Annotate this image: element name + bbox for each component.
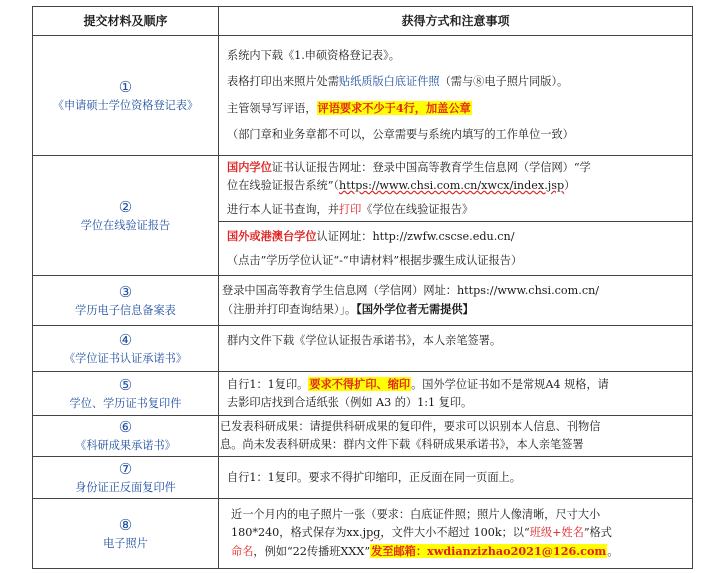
notes-cell (219, 36, 693, 156)
highlight-text: 贴纸质版白底证件照 (338, 75, 440, 88)
material-cell (33, 156, 219, 276)
material-name: 《学位证书认证承诺书》 (63, 351, 188, 365)
note-line: 国内学位证书认证报告网址：登录中国高等教育学生信息网（学信网）“学 (227, 160, 591, 174)
notes-cell (219, 416, 693, 457)
header-materials-order: 提交材料及顺序 (33, 7, 219, 36)
note-line: 进行本人证书查询，并打印《学位在线验证报告》 (227, 203, 474, 216)
notes-cell (219, 326, 693, 372)
highlight-text: 打印 (338, 203, 362, 216)
item-number: ④ (118, 330, 133, 349)
highlight-text: 要求不得扩印、缩印 (309, 377, 411, 391)
material-cell (33, 372, 219, 416)
material-cell (33, 416, 219, 457)
material-cell (33, 326, 219, 372)
material-name: 学历电子信息备案表 (75, 303, 176, 317)
materials-table (32, 6, 693, 569)
note-line: 去影印店找到合适纸张（例如 A3 的）1:1 复印。 (227, 396, 473, 409)
highlight-text: 评语要求不少于4行，加盖公章 (317, 101, 471, 115)
item-number: ① (118, 77, 133, 96)
highlight-text: 国外或港澳台学位 (227, 229, 317, 243)
material-name: 《申请硕士学位资格登记表》 (52, 98, 199, 112)
notes-cell (219, 276, 693, 326)
table-row (33, 156, 693, 222)
material-cell (33, 457, 219, 499)
notes-cell (219, 372, 693, 416)
table-row (33, 372, 693, 416)
note-line: （部门章和业务章都不可以，公章需要与系统内填写的工作单位一致） (227, 128, 574, 141)
note-line: （点击”学历学位认证“-“申请材料”根据步骤生成认证报告） (227, 254, 523, 267)
note-line: 位在线验证报告系统”（https://www.chsi.com.cn/xwcx/index.jsp） (227, 179, 576, 192)
note-line: 近一个月内的电子照片一张（要求：白底证件照；照片人像清晰，尺寸大小 (231, 508, 601, 521)
note-line: 登录中国高等教育学生信息网（学信网）网址：https://www.chsi.com.cn/ (222, 284, 600, 297)
note-line: 主管领导写评语，评语要求不少于4行，加盖公章 (227, 101, 471, 115)
url-text: https://www.chsi.com.cn/xwcx/index.jsp (339, 179, 565, 192)
item-number: ⑥ (118, 418, 133, 436)
item-number: ⑦ (118, 459, 133, 478)
notes-cell (219, 156, 693, 222)
email-highlight: 发至邮箱：xwdianzizhao2021@126.com (371, 544, 607, 558)
material-name: 《科研成果承诺书》 (75, 439, 176, 452)
material-cell (33, 36, 219, 156)
note-line: 系统内下载《1.申硕资格登记表》。 (227, 49, 400, 62)
material-name: 学位在线验证报告 (80, 218, 171, 232)
header-row (33, 7, 693, 36)
note-line: 自行1：1复印。要求不得扩印缩印，正反面在同一页面上。 (227, 470, 521, 484)
material-cell (33, 276, 219, 326)
note-line: 自行1：1复印。要求不得扩印、缩印。国外学位证书如不是常规A4 规格，请 (227, 377, 609, 391)
item-number: ② (118, 197, 133, 216)
notes-cell (219, 499, 693, 569)
notes-cell (219, 457, 693, 499)
note-line: 群内文件下载《学位认证报告承诺书》，本人亲笔签署。 (227, 334, 502, 347)
material-name: 学位、学历证书复印件 (69, 396, 182, 410)
header-method-notes: 获得方式和注意事项 (219, 7, 693, 36)
note-line: 已发表科研成果：请提供科研成果的复印件，要求可以识别本人信息、刊物信 (220, 420, 601, 433)
table-row (33, 326, 693, 372)
note-line: 180*240，格式保存为xx.jpg，文件大小不超过 100k；以“班级+姓名”格式 (231, 526, 612, 539)
highlight-text: 班级+姓名 (529, 526, 584, 539)
item-number: ⑤ (118, 375, 133, 394)
notes-cell (219, 222, 693, 276)
item-number: ⑧ (118, 515, 133, 534)
note-line: 息。尚未发表科研成果：群内文件下载《科研成果承诺书》，本人亲笔签署 (220, 438, 584, 451)
highlight-text: 国内学位 (227, 160, 272, 174)
item-number: ③ (118, 282, 133, 301)
table-row (33, 36, 693, 156)
table-row (33, 276, 693, 326)
highlight-text: 【国外学位者无需提供】 (356, 302, 474, 316)
note-line: （注册并打印查询结果）」。【国外学位者无需提供】 (222, 302, 474, 316)
table-row (33, 457, 693, 499)
table-row (33, 499, 693, 569)
table-row (33, 416, 693, 457)
material-name: 身份证正反面复印件 (75, 480, 176, 494)
note-line: 国外或港澳台学位认证网址：http://zwfw.cscse.edu.cn/ (227, 229, 515, 243)
note-line: 命名，例如“22传播班XXX”发至邮箱：xwdianzizhao2021@126.com。 (231, 544, 619, 558)
material-name: 电子照片 (103, 536, 148, 550)
note-line: 表格打印出来照片处需贴纸质版白底证件照（需与⑧电子照片同版）。 (227, 75, 569, 88)
material-cell (33, 499, 219, 569)
